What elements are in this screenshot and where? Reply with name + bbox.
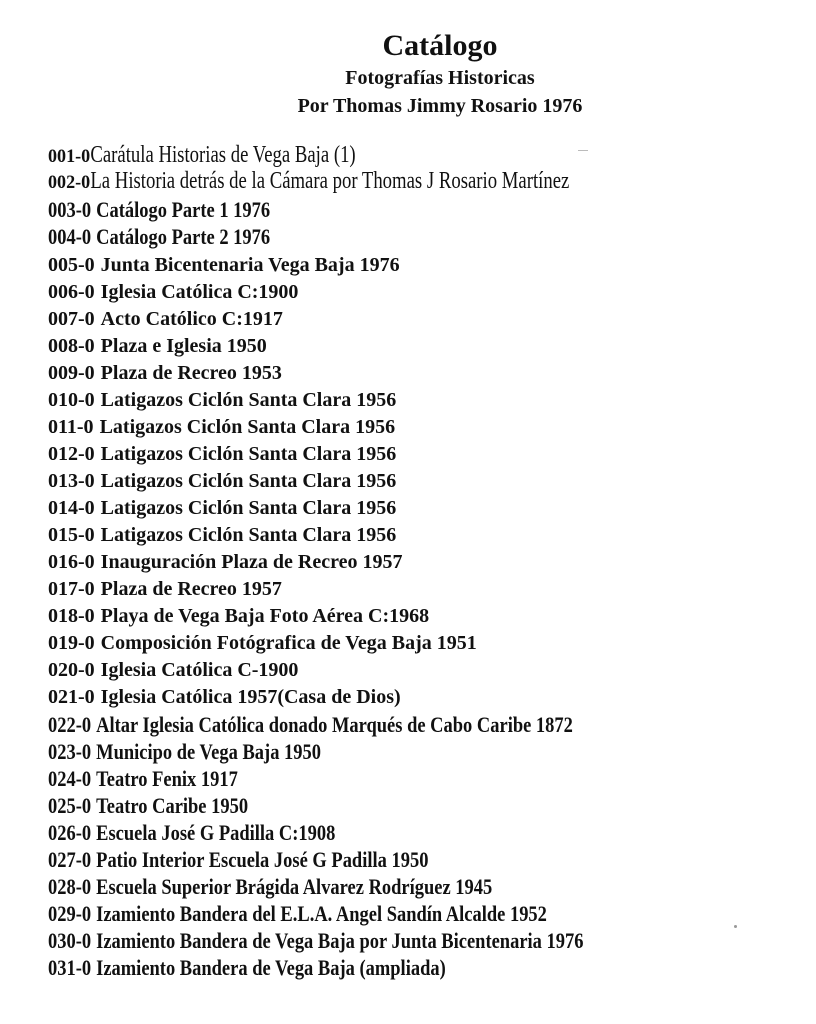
item-description: Junta Bicentenaria Vega Baja 1976 bbox=[100, 254, 400, 276]
item-code: 027-0 bbox=[48, 847, 92, 872]
scan-artifact bbox=[578, 150, 588, 151]
item-description: Latigazos Ciclón Santa Clara 1956 bbox=[100, 497, 397, 519]
item-description: Izamiento Bandera de Vega Baja por Junta Bicentenaria 1976 bbox=[96, 928, 584, 953]
item-description: Municipo de Vega Baja 1950 bbox=[96, 739, 322, 764]
page-author: Por Thomas Jimmy Rosario 1976 bbox=[297, 95, 583, 117]
item-description: La Historia detrás de la Cámara por Thomas J Rosario Martínez bbox=[90, 168, 570, 194]
item-code: 012-0 bbox=[48, 443, 95, 465]
list-item bbox=[48, 197, 270, 223]
page-title: Catálogo bbox=[382, 29, 498, 62]
item-code: 026-0 bbox=[48, 820, 92, 845]
item-description: Iglesia Católica 1957(Casa de Dios) bbox=[100, 686, 401, 708]
item-description: Plaza e Iglesia 1950 bbox=[100, 335, 267, 357]
list-item bbox=[48, 630, 477, 656]
item-description: Patio Interior Escuela José G Padilla 1950 bbox=[96, 847, 429, 872]
item-code: 017-0 bbox=[48, 578, 95, 600]
item-code: 022-0 bbox=[48, 712, 92, 737]
list-item bbox=[48, 414, 395, 440]
item-description: Catálogo Parte 1 1976 bbox=[96, 197, 271, 222]
item-code: 020-0 bbox=[48, 659, 95, 681]
list-item bbox=[48, 928, 583, 954]
item-code: 023-0 bbox=[48, 739, 92, 764]
list-item bbox=[48, 874, 492, 900]
item-description: Latigazos Ciclón Santa Clara 1956 bbox=[99, 416, 396, 438]
list-item bbox=[48, 224, 270, 250]
item-description: Playa de Vega Baja Foto Aérea C:1968 bbox=[100, 605, 430, 627]
list-item bbox=[48, 306, 283, 332]
item-code: 019-0 bbox=[48, 632, 95, 654]
item-code: 005-0 bbox=[48, 254, 95, 276]
item-code: 024-0 bbox=[48, 766, 92, 791]
item-description: Iglesia Católica C:1900 bbox=[100, 281, 299, 303]
page-subtitle: Fotografías Historicas bbox=[345, 67, 535, 89]
item-description: Escuela José G Padilla C:1908 bbox=[96, 820, 336, 845]
item-description: Catálogo Parte 2 1976 bbox=[96, 224, 271, 249]
item-description: Izamiento Bandera de Vega Baja (ampliada) bbox=[96, 955, 446, 980]
item-code: 003-0 bbox=[48, 197, 92, 222]
item-code: 018-0 bbox=[48, 605, 95, 627]
item-code: 004-0 bbox=[48, 224, 92, 249]
item-code: 025-0 bbox=[48, 793, 92, 818]
list-item bbox=[48, 333, 267, 359]
list-item bbox=[48, 766, 238, 792]
item-code: 009-0 bbox=[48, 362, 95, 384]
list-item bbox=[48, 820, 335, 846]
item-description: Carátula Historias de Vega Baja (1) bbox=[90, 142, 356, 168]
list-item bbox=[48, 847, 428, 873]
list-item bbox=[48, 549, 403, 575]
list-item bbox=[48, 441, 396, 467]
item-code: 016-0 bbox=[48, 551, 95, 573]
item-description: Plaza de Recreo 1953 bbox=[100, 362, 282, 384]
list-item bbox=[48, 603, 429, 629]
list-item bbox=[48, 576, 282, 602]
item-description: Inauguración Plaza de Recreo 1957 bbox=[100, 551, 403, 573]
item-code: 013-0 bbox=[48, 470, 95, 492]
item-code: 006-0 bbox=[48, 281, 95, 303]
list-item bbox=[48, 168, 569, 194]
list-item bbox=[48, 793, 248, 819]
list-item bbox=[48, 739, 321, 765]
item-description: Teatro Caribe 1950 bbox=[96, 793, 249, 818]
item-description: Acto Católico C:1917 bbox=[100, 308, 283, 330]
list-item bbox=[48, 360, 282, 386]
item-code: 021-0 bbox=[48, 686, 95, 708]
list-item bbox=[48, 142, 356, 168]
item-code: 011-0 bbox=[48, 416, 94, 438]
item-description: Plaza de Recreo 1957 bbox=[100, 578, 282, 600]
item-description: Latigazos Ciclón Santa Clara 1956 bbox=[100, 443, 397, 465]
list-item bbox=[48, 468, 396, 494]
item-description: Escuela Superior Brágida Alvarez Rodríguez 1945 bbox=[96, 874, 493, 899]
item-code: 008-0 bbox=[48, 335, 95, 357]
scan-artifact bbox=[734, 925, 737, 928]
item-description: Iglesia Católica C-1900 bbox=[100, 659, 299, 681]
list-item bbox=[48, 252, 400, 278]
item-description: Izamiento Bandera del E.L.A. Angel Sandín Alcalde 1952 bbox=[96, 901, 547, 926]
item-code: 010-0 bbox=[48, 389, 95, 411]
item-code: 014-0 bbox=[48, 497, 95, 519]
list-item bbox=[48, 955, 446, 981]
item-description: Latigazos Ciclón Santa Clara 1956 bbox=[100, 524, 397, 546]
item-code: 028-0 bbox=[48, 874, 92, 899]
list-item bbox=[48, 522, 396, 548]
item-code: 002-0 bbox=[48, 172, 91, 193]
item-code: 030-0 bbox=[48, 928, 92, 953]
list-item bbox=[48, 657, 298, 683]
list-item bbox=[48, 901, 547, 927]
item-description: Latigazos Ciclón Santa Clara 1956 bbox=[100, 470, 397, 492]
list-item bbox=[48, 712, 573, 738]
list-item bbox=[48, 495, 396, 521]
list-item bbox=[48, 387, 396, 413]
item-description: Teatro Fenix 1917 bbox=[96, 766, 238, 791]
item-description: Latigazos Ciclón Santa Clara 1956 bbox=[100, 389, 397, 411]
item-code: 029-0 bbox=[48, 901, 92, 926]
item-description: Altar Iglesia Católica donado Marqués de Cabo Caribe 1872 bbox=[96, 712, 573, 737]
item-code: 007-0 bbox=[48, 308, 95, 330]
list-item bbox=[48, 279, 298, 305]
item-code: 015-0 bbox=[48, 524, 95, 546]
item-code: 031-0 bbox=[48, 955, 92, 980]
item-description: Composición Fotógrafica de Vega Baja 1951 bbox=[100, 632, 477, 654]
list-item bbox=[48, 684, 401, 710]
item-code: 001-0 bbox=[48, 146, 91, 167]
